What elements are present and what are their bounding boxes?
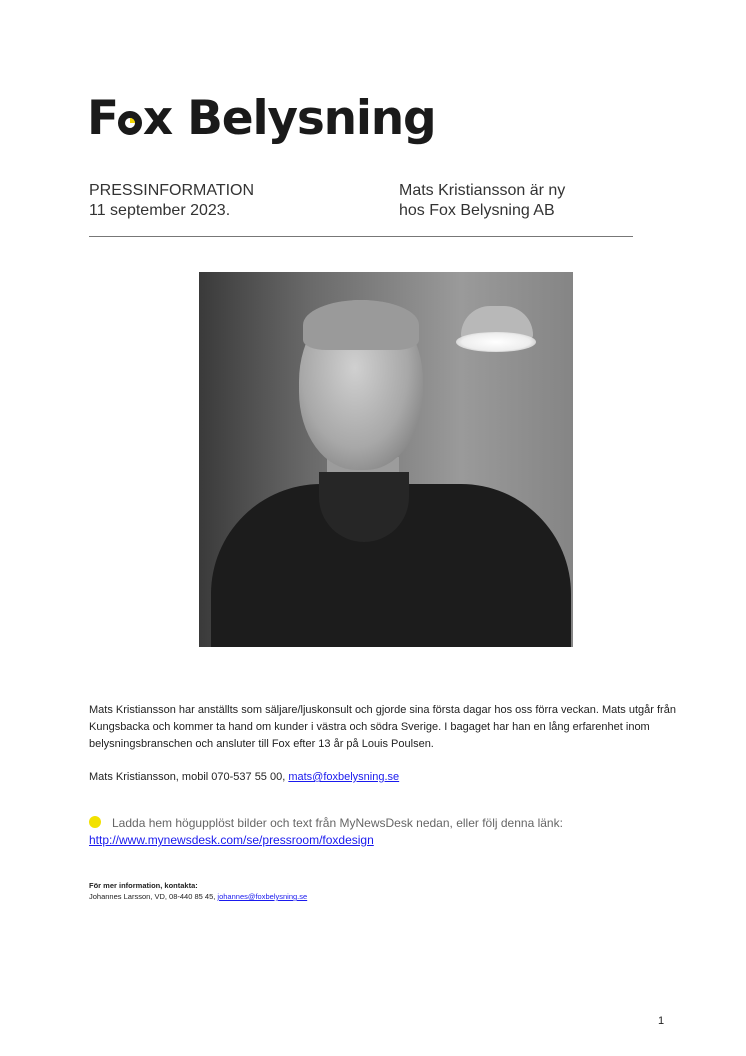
press-label: PRESSINFORMATION	[89, 182, 255, 199]
contact-line-text: Mats Kristiansson, mobil 070-537 55 00,	[89, 771, 289, 783]
logo-o-icon	[118, 111, 142, 135]
headline-line-2: hos Fox Belysning AB	[399, 202, 555, 219]
headline-line-1: Mats Kristiansson är ny	[399, 182, 566, 199]
logo-text-prefix: F	[87, 91, 118, 146]
email-link[interactable]: mats@foxbelysning.se	[288, 771, 400, 783]
press-date: 11 september 2023.	[89, 202, 231, 219]
body-paragraph: Mats Kristiansson har anställts som säljare/ljuskonsult och gjorde sina första dagar hos oss förra veckan. Mats utgår från Kungsbacka och kommer ta hand om kunder i västra och södra Sverige. I bagaget har han en lång erfarenhet inom belysningsbranschen och ansluter till Fox efter 13 år på Louis Poulsen.	[89, 704, 676, 750]
contact-line	[89, 769, 689, 786]
contact-person: Johannes Larsson, VD, 08-440 85 45,	[89, 892, 218, 901]
hair-shape	[303, 300, 419, 350]
lamp-glow	[456, 332, 536, 352]
header-left	[89, 181, 254, 221]
bullet-dot-icon	[89, 816, 101, 828]
contact-email-link[interactable]: johannes@foxbelysning.se	[217, 892, 308, 901]
header-divider	[89, 236, 633, 237]
header-headline	[399, 181, 565, 221]
body-text	[89, 702, 689, 786]
download-section	[89, 815, 689, 849]
mynewsdesk-link[interactable]: http://www.mynewsdesk.com/se/pressroom/foxdesign	[89, 833, 374, 847]
portrait-photo	[199, 272, 573, 647]
logo-text-suffix: x Belysning	[142, 91, 436, 146]
download-text: Ladda hem högupplöst bilder och text från MyNewsDesk nedan, eller följ denna länk:	[112, 816, 563, 830]
page-number: 1	[658, 1015, 665, 1027]
contact-heading: För mer information, kontakta:	[89, 881, 198, 890]
contact-info	[89, 880, 307, 902]
fox-belysning-logo	[87, 86, 435, 152]
